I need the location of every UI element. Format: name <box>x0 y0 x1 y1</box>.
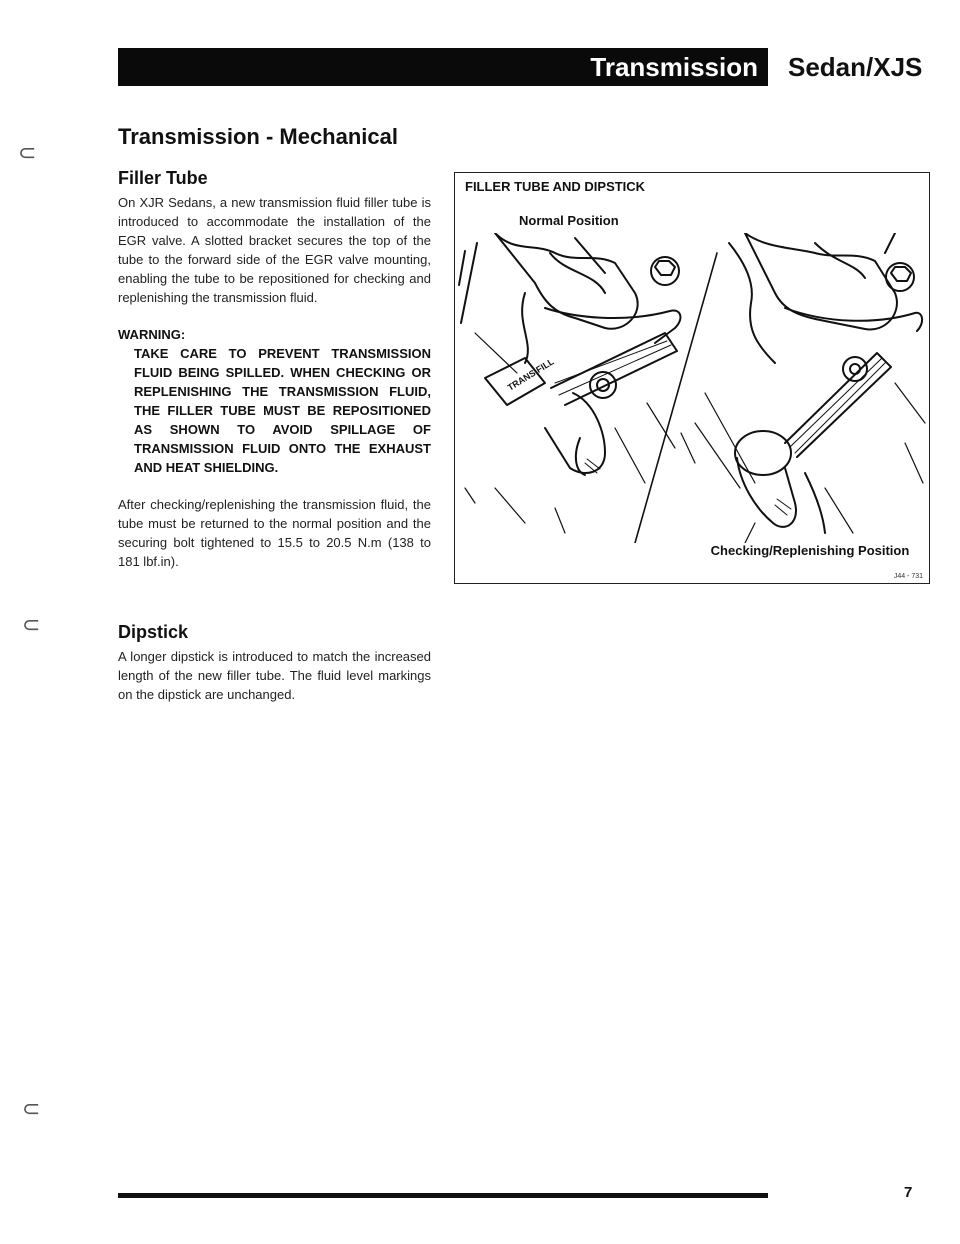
warning-text: TAKE CARE TO PREVENT TRANSMISSION FLUID BEING SPILLED. WHEN CHECKING OR REPLENISHING THE TRANSMISSION FLUID, THE FILLER TUBE MUST BE REPOSITIONED AS SHOWN TO AVOID SPILLAGE OF TRANSMISSION FLUID ONTO THE EXHAUST AND HEAT SHIELDING. <box>134 346 431 475</box>
filler-tube-illustration <box>455 233 929 543</box>
dipstick-heading: Dipstick <box>118 622 189 642</box>
header-model-title: Sedan/XJS <box>788 52 923 82</box>
binding-mark: ⊂ <box>22 612 41 637</box>
warning-label: WARNING: <box>118 327 186 342</box>
figure-caption-normal: Normal Position <box>519 213 619 228</box>
figure-title: FILLER TUBE AND DIPSTICK <box>465 179 646 194</box>
header-section-title: Transmission <box>590 52 758 82</box>
page-number: 7 <box>904 1184 913 1201</box>
binding-mark: ⊂ <box>22 1096 41 1121</box>
trans-fill-label <box>506 356 556 393</box>
footer-rule <box>118 1193 768 1198</box>
figure-reference: J44 - 731 <box>893 573 923 580</box>
page-title: Transmission - Mechanical <box>118 124 398 149</box>
after-check-paragraph: After checking/replenishing the transmission fluid, the tube must be returned to the normal position and the securing bolt tightened to 15.5 to 20.5 N.m (138 to 181 lbf.in). <box>118 497 431 569</box>
filler-tube-heading: Filler Tube <box>118 168 208 188</box>
dipstick-paragraph: A longer dipstick is introduced to match the increased length of the new filler tube. The fluid level markings on the dipstick are unchanged. <box>118 649 431 702</box>
filler-tube-figure <box>454 172 930 584</box>
figure-caption-checking: Checking/Replenishing Position <box>710 543 910 558</box>
filler-tube-section <box>118 168 431 571</box>
binding-mark: ⊂ <box>18 140 37 165</box>
header-bar <box>118 48 768 86</box>
filler-tube-paragraph: On XJR Sedans, a new transmission fluid filler tube is introduced to accommodate the installation of the EGR valve. A slotted bracket secures the top of the tube to the forward side of the EGR valve mounting, enabling the tube to be repositioned for checking and replenishing the transmission fluid. <box>118 195 431 305</box>
dipstick-section <box>118 622 431 704</box>
svg-text:TRANS FILL: TRANS FILL <box>505 356 556 393</box>
